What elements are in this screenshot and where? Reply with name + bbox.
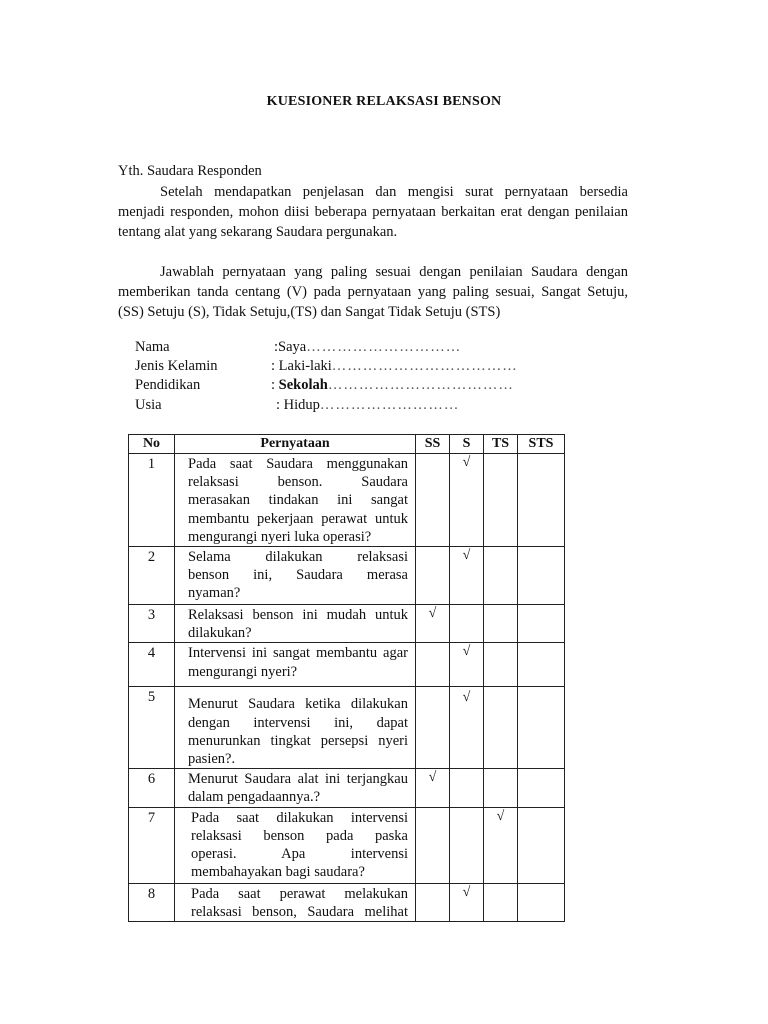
fill-dots: ………………………: [319, 397, 460, 413]
table-row: [129, 807, 565, 883]
answer-ts-cell[interactable]: [484, 643, 518, 687]
row-number: 8: [129, 883, 175, 921]
row-statement: [175, 454, 416, 547]
answer-ts-cell[interactable]: [484, 547, 518, 605]
answer-ss-cell[interactable]: [416, 769, 450, 807]
answer-ts-cell[interactable]: [484, 807, 518, 883]
answer-s-cell[interactable]: [450, 687, 484, 769]
table-row: [129, 883, 565, 921]
statement-line: Pada saat Saudara menggunakan: [188, 456, 408, 472]
table-row: [129, 687, 565, 769]
field-value: : Laki-laki………………………………: [271, 358, 518, 374]
field-label: Jenis Kelamin: [135, 358, 218, 374]
answer-sts-cell[interactable]: [518, 454, 565, 547]
fill-dots: ………………………………: [331, 358, 518, 374]
table-row: [129, 547, 565, 605]
answer-s-cell[interactable]: [450, 547, 484, 605]
statement-line: membantu pekerjaan perawat untuk: [188, 510, 408, 527]
check-mark: √: [462, 455, 471, 470]
fill-dots: ………………………………: [327, 377, 514, 393]
field-value: : Sekolah………………………………: [271, 377, 514, 393]
statement-line: Selama dilakukan relaksasi: [188, 549, 408, 566]
answer-ts-cell[interactable]: [484, 454, 518, 547]
row-number: 3: [129, 605, 175, 643]
statement-line: dalam pengadaannya.?: [188, 789, 321, 806]
statement-line: Menurut Saudara ketika dilakukan: [188, 696, 408, 713]
header-ss: SS: [416, 435, 450, 454]
answer-s-cell[interactable]: [450, 643, 484, 687]
statement-line: merasakan tindakan ini sangat: [188, 492, 408, 509]
header-no: No: [129, 435, 175, 454]
answer-ts-cell[interactable]: [484, 769, 518, 807]
instruction-line: (SS) Setuju (S), Tidak Setuju,(TS) dan Sangat Tidak Setuju (STS): [118, 304, 501, 320]
table-header-row: [129, 435, 565, 454]
row-number: 2: [129, 547, 175, 605]
table-row: [129, 605, 565, 643]
answer-ts-cell[interactable]: [484, 883, 518, 921]
row-statement: [175, 643, 416, 687]
document-title: KUESIONER RELAKSASI BENSON: [266, 94, 502, 109]
header-sts: STS: [518, 435, 565, 454]
statement-line: relaksasi benson. Saudara: [188, 474, 408, 491]
check-mark: √: [462, 884, 471, 900]
check-mark: √: [428, 770, 437, 786]
answer-ss-cell[interactable]: [416, 883, 450, 921]
check-mark: √: [428, 606, 437, 622]
field-label: Nama: [135, 339, 170, 355]
check-mark: √: [462, 548, 471, 564]
statement-line: mengurangi nyeri luka operasi?: [188, 528, 372, 545]
intro-paragraph: [118, 182, 628, 242]
answer-ts-cell[interactable]: [484, 605, 518, 643]
answer-ss-cell[interactable]: [416, 454, 450, 547]
answer-ss-cell[interactable]: [416, 605, 450, 643]
field-label: Usia: [135, 397, 162, 413]
statement-line: Intervensi ini sangat membantu agar: [188, 645, 408, 662]
header-pernyataan: Pernyataan: [175, 435, 416, 454]
questionnaire-table: [128, 434, 565, 922]
field-label: Pendidikan: [135, 377, 201, 393]
row-number: 5: [129, 687, 175, 769]
row-number: 6: [129, 769, 175, 807]
answer-s-cell[interactable]: [450, 454, 484, 547]
instruction-line: memberikan tanda centang (V) pada pernyataan yang paling sesuai, Sangat Setuju,: [118, 284, 628, 300]
row-statement: [175, 807, 416, 883]
field-value: : Hidup………………………: [276, 397, 460, 413]
statement-line: Menurut Saudara alat ini terjangkau: [188, 771, 408, 788]
statement-line: operasi. Apa intervensi: [191, 846, 408, 863]
statement-line: relaksasi benson pada paska: [191, 827, 408, 844]
table-row: [129, 643, 565, 687]
answer-sts-cell[interactable]: [518, 547, 565, 605]
header-s: S: [450, 435, 484, 454]
answer-sts-cell[interactable]: [518, 643, 565, 687]
row-number: 7: [129, 807, 175, 883]
check-mark: √: [462, 644, 471, 660]
answer-sts-cell[interactable]: [518, 807, 565, 883]
answer-sts-cell[interactable]: [518, 687, 565, 769]
fill-dots: …………………………: [306, 339, 462, 355]
table-row: [129, 454, 565, 547]
answer-ss-cell[interactable]: [416, 547, 450, 605]
answer-s-cell[interactable]: [450, 807, 484, 883]
statement-line: dengan intervensi ini, dapat: [188, 714, 408, 731]
row-number: 4: [129, 643, 175, 687]
answer-sts-cell[interactable]: [518, 605, 565, 643]
statement-line: Pada saat dilakukan intervensi: [191, 809, 408, 826]
table-row: [129, 769, 565, 807]
statement-line: dilakukan?: [188, 625, 252, 642]
statement-line: menurunkan tingkat persepsi nyeri: [188, 732, 408, 749]
answer-ts-cell[interactable]: [484, 687, 518, 769]
answer-s-cell[interactable]: [450, 883, 484, 921]
row-statement: [175, 883, 416, 921]
statement-line: mengurangi nyeri?: [188, 663, 298, 680]
check-mark: √: [496, 808, 505, 824]
check-mark: √: [462, 690, 471, 706]
row-statement: [175, 547, 416, 605]
row-statement: [175, 769, 416, 807]
row-number: 1: [129, 454, 175, 547]
instruction-line: Jawablah pernyataan yang paling sesuai dengan penilaian Saudara dengan: [160, 264, 628, 280]
statement-line: pasien?.: [188, 751, 236, 768]
intro-line: menjadi responden, mohon diisi beberapa pernyataan berkaitan erat dengan penilaian: [118, 204, 628, 220]
answer-sts-cell[interactable]: [518, 769, 565, 807]
intro-line: Setelah mendapatkan penjelasan dan mengisi surat pernyataan bersedia: [160, 184, 628, 200]
instruction-paragraph: [118, 262, 628, 322]
answer-ss-cell[interactable]: [416, 643, 450, 687]
intro-line: tentang alat yang sekarang Saudara pergunakan.: [118, 224, 398, 240]
row-statement: [175, 605, 416, 643]
statement-line: benson ini, Saudara merasa: [188, 567, 408, 584]
statement-line: Pada saat perawat melakukan: [191, 885, 408, 902]
statement-line: Relaksasi benson ini mudah untuk: [188, 607, 408, 624]
field-value: :Saya…………………………: [274, 339, 462, 355]
header-ts: TS: [484, 435, 518, 454]
statement-line: relaksasi benson, Saudara melihat: [191, 903, 408, 920]
answer-ss-cell[interactable]: [416, 807, 450, 883]
answer-sts-cell[interactable]: [518, 883, 565, 921]
salutation: Yth. Saudara Responden: [118, 163, 262, 179]
row-statement: [175, 687, 416, 769]
answer-ss-cell[interactable]: [416, 687, 450, 769]
answer-s-cell[interactable]: [450, 769, 484, 807]
statement-line: nyaman?: [188, 585, 241, 602]
answer-s-cell[interactable]: [450, 605, 484, 643]
statement-line: membahayakan bagi saudara?: [191, 864, 365, 881]
